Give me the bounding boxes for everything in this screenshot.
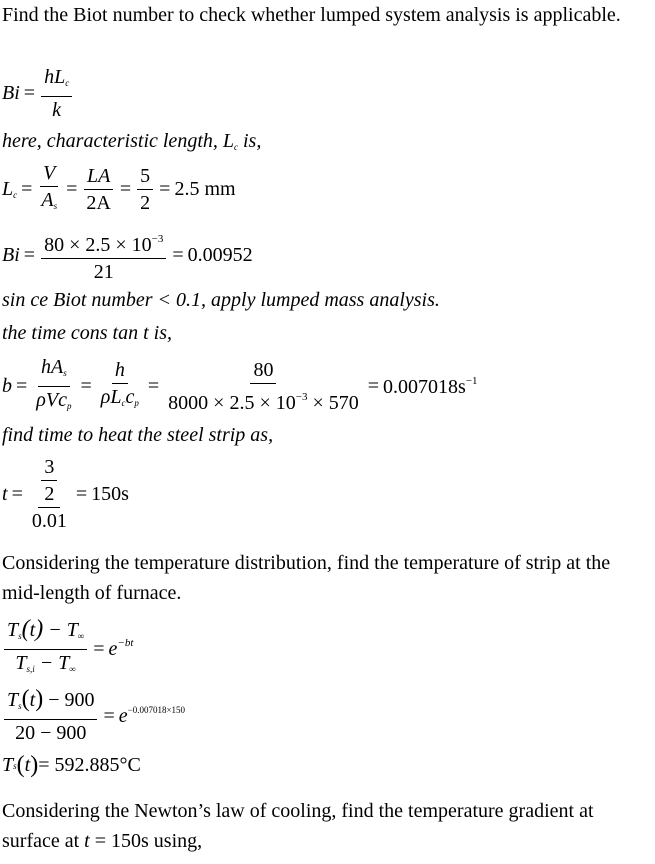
temperature-ratio-numeric: $\frac{T_s(t) - 900}{20 - 900}$ = $e^{-0.007018\times 150}$ bbox=[2, 688, 185, 744]
temperature-ratio-equation: $\frac{T_s(t) - T_\infty}{T_{s,i} - T_\infty}$ = $e^{-bt}$ bbox=[2, 618, 133, 680]
time-constant-line: the time cons tan t is, bbox=[2, 322, 172, 344]
biot-definition: Bi = $\frac{hL_c}{k}$ bbox=[2, 66, 74, 121]
biot-calculation: Bi = $\frac{80 \times 2.5 \times 10^{-3}}{21}$ = 0.00952 bbox=[2, 228, 253, 283]
biot-symbol: Bi bbox=[2, 82, 20, 104]
strip-temperature-result: T s ( t ) = 592.885°C bbox=[2, 752, 141, 778]
intro-text: Find the Biot number to check whether lumped system analysis is applicable. bbox=[2, 4, 621, 26]
newton-cooling-text: Considering the Newton’s law of cooling, find the temperature gradient at surface at t = 150s using, bbox=[2, 800, 594, 852]
temp-distribution-text: Considering the temperature distribution, find the temperature of strip at the mid-length of furnace. bbox=[2, 552, 611, 604]
biot-fraction: $\frac{hL_c}{k}$ bbox=[41, 66, 72, 121]
since-line: sin ce Biot number < 0.1, apply lumped mass analysis. bbox=[2, 289, 440, 311]
time-constant-equation: b = $\frac{hA_s}{\rho Vc_p}$ = $\frac{h}{\rho L_cc_p}$ = $\frac{80}{8000 \times 2.5 \times 10^{-3} \times 570}$ = $0.007018s^{-1}$ bbox=[2, 356, 478, 414]
char-length-text: here, characteristic length, $L_c$ is, bbox=[2, 130, 262, 152]
find-time-line: find time to heat the steel strip as, bbox=[2, 424, 274, 446]
char-length-equation: $L_c$ = $\frac{V}{A_s}$ = $\frac{LA}{2A}$ = $\frac{5}{2}$ = 2.5 mm bbox=[2, 162, 236, 214]
time-equation: t = $\frac{\frac{3}{2}}{0.01}$ = 150s bbox=[2, 456, 129, 532]
